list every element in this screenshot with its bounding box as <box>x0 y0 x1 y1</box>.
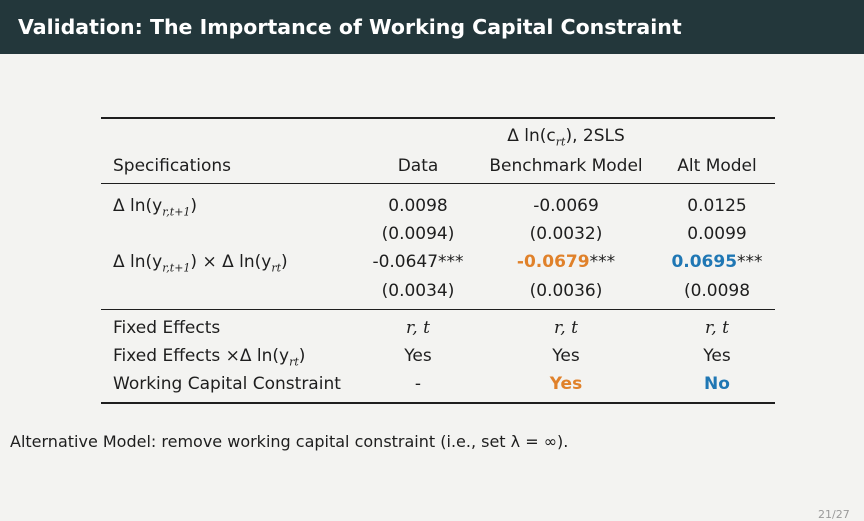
cell-data-interaction-se: (0.0034) <box>381 281 455 301</box>
cell-alt: 0.0125 <box>687 196 747 216</box>
header-rule <box>101 183 775 184</box>
header-specifications: Specifications <box>113 156 232 176</box>
cell-benchmark-interaction: -0.0679*** <box>516 252 616 272</box>
cell-wc-alt: No <box>704 374 730 394</box>
cell-data: 0.0098 <box>388 196 448 216</box>
header-alt-model: Alt Model <box>677 156 757 176</box>
cell-wc-benchmark: Yes <box>549 374 583 394</box>
cell-fe-benchmark: r, t <box>554 318 578 338</box>
cell-fex-alt: Yes <box>703 346 731 366</box>
row-label-working-capital: Working Capital Constraint <box>113 374 341 394</box>
cell-fe-alt: r, t <box>705 318 729 338</box>
cell-alt-interaction: 0.0695*** <box>671 252 763 272</box>
page-number: 21/27 <box>818 508 850 521</box>
cell-alt-interaction-se: (0.0098 <box>683 281 751 301</box>
header-benchmark-model: Benchmark Model <box>489 156 643 176</box>
cell-data-se: (0.0094) <box>381 224 455 244</box>
footnote: Alternative Model: remove working capital constraint (i.e., set λ = ∞). <box>10 432 569 451</box>
slide-title: Validation: The Importance of Working Capital Constraint <box>0 0 864 54</box>
cell-alt-se: 0.0099 <box>687 224 747 244</box>
row-label-fixed-effects-x: Fixed Effects ×Δ $\ln(y_{rt})$ <box>113 346 306 369</box>
cell-benchmark-se: (0.0032) <box>529 224 603 244</box>
top-rule <box>101 117 775 119</box>
cell-fex-data: Yes <box>404 346 432 366</box>
cell-benchmark: -0.0069 <box>533 196 599 216</box>
cell-benchmark-interaction-se: (0.0036) <box>529 281 603 301</box>
middle-rule <box>101 309 775 310</box>
cell-wc-data: - <box>414 374 422 394</box>
cell-fe-data: r, t <box>406 318 430 338</box>
row-label-fixed-effects: Fixed Effects <box>113 318 221 338</box>
row-label-dlny-next: Δ $\ln(y_{r,t+1})$ <box>113 196 198 219</box>
cell-data-interaction: -0.0647*** <box>372 252 464 272</box>
column-group-header: Δ $\ln(c_{rt})$, 2SLS <box>507 126 625 149</box>
row-label-interaction: Δ $\ln(y_{r,t+1}) \times \Delta$ $\ln(y_{rt})$ <box>113 252 288 275</box>
bottom-rule <box>101 402 775 404</box>
cell-fex-benchmark: Yes <box>552 346 580 366</box>
header-data: Data <box>397 156 439 176</box>
